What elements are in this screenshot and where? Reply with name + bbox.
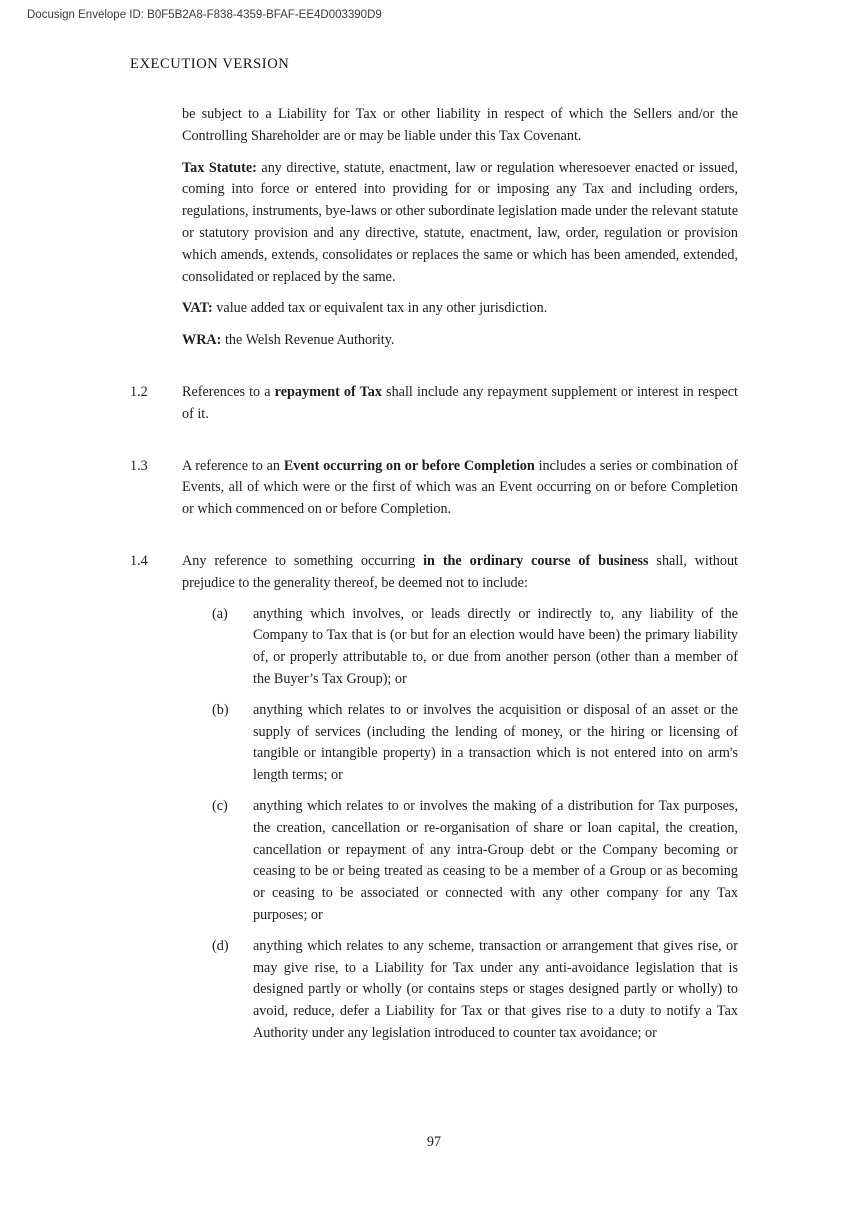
page-number: 97 bbox=[426, 1134, 442, 1150]
section-number: 1.4 bbox=[130, 552, 148, 569]
section-text: Any reference to something occurring in the ordinary course of business shall, without prejudice to the generality thereof, be deemed not to include: bbox=[182, 552, 739, 591]
docusign-envelope-id: Docusign Envelope ID: B0F5B2A8-F838-4359-BFAF-EE4D003390D9 bbox=[27, 9, 382, 21]
document-body bbox=[130, 104, 738, 1045]
list-item-label: (c) bbox=[212, 797, 228, 814]
list-item-a bbox=[212, 604, 738, 691]
list-item-label: (a) bbox=[212, 605, 228, 622]
execution-version-title: EXECUTION VERSION bbox=[130, 56, 290, 72]
definition-paragraph-wra: WRA: the Welsh Revenue Authority. bbox=[182, 332, 395, 349]
section-number: 1.3 bbox=[130, 457, 148, 474]
list-item-text: anything which relates to or involves the acquisition or disposal of an asset or the supply of services (including the lending of money, or the hiring or licensing of tangible or intangible property) in a transaction which is not entered into on arm's length terms; or bbox=[253, 701, 738, 784]
list-item-d bbox=[212, 936, 738, 1045]
list-item-label: (b) bbox=[212, 701, 229, 718]
list-item-text: anything which relates to or involves the making of a distribution for Tax purposes, the creation, cancellation or re-organisation of share or loan capital, the creation, cancellation or repayment of any intra-Group debt or the Company becoming or ceasing to be or being treated as ceasing to be a member of a Group or as becoming or ceasing to be associated or connected with any other company for any Tax purposes; or bbox=[253, 797, 738, 923]
definition-paragraph-tax-statute: Tax Statute: any directive, statute, enactment, law or regulation wheresoever enacted or issued, coming into force or entered into providing for or imposing any Tax and including orders, regulations, instruments, bye-laws or other subordinate legislation made under the relevant statute or statutory provision and any directive, statute, enactment, law, order, regulation or provision which amends, extends, consolidates or replaces the same or which has been amended, extended, consolidated or replaced by the same. bbox=[182, 159, 738, 285]
section-text: References to a repayment of Tax shall include any repayment supplement or interest in respect of it. bbox=[182, 383, 738, 422]
list-item-text: anything which relates to any scheme, transaction or arrangement that gives rise, or may give rise, to a Liability for Tax under any anti-avoidance legislation that is designed partly or wholly (or contains steps or stages designed partly or wholly) to avoid, reduce, defer a Liability for Tax or that gives rise to a duty to notify a Tax Authority under any legislation introduced to counter tax avoidance; or bbox=[253, 937, 738, 1041]
list-item-c bbox=[212, 796, 738, 927]
list-item-text: anything which involves, or leads directly or indirectly to, any liability of the Company to Tax that is (or but for an election would have been) the primary liability of, or properly attributable to, or due from another person (other than a member of the Buyer’s Tax Group); or bbox=[253, 605, 738, 687]
paragraph-intro-continuation: be subject to a Liability for Tax or other liability in respect of which the Sellers and/or the Controlling Shareholder are or may be liable under this Tax Covenant. bbox=[182, 106, 738, 144]
section-number: 1.2 bbox=[130, 383, 148, 400]
list-item-b bbox=[212, 700, 738, 787]
docusign-banner bbox=[27, 9, 382, 21]
numbered-section-1-4 bbox=[130, 551, 738, 595]
section-text: A reference to an Event occurring on or before Completion includes a series or combination of Events, all of which were or the first of which was an Event occurring on or before Completion or which commenced on or before Completion. bbox=[182, 457, 738, 518]
list-item-label: (d) bbox=[212, 937, 229, 954]
numbered-section-1-2 bbox=[130, 382, 738, 426]
numbered-section-1-3 bbox=[130, 456, 738, 521]
definition-paragraph-vat: VAT: value added tax or equivalent tax in any other jurisdiction. bbox=[182, 300, 548, 317]
